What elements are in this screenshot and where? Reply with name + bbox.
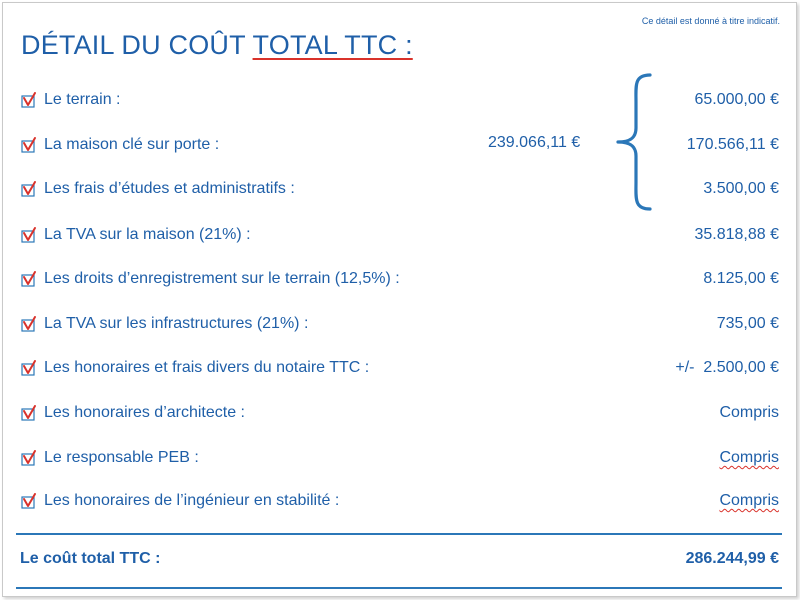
subtotal-value: 239.066,11 € bbox=[488, 134, 581, 151]
item-value: 35.818,88 € bbox=[694, 226, 779, 243]
list-item-peb bbox=[0, 447, 800, 473]
check-icon bbox=[20, 91, 38, 109]
title-prefix: DÉTAIL DU COÛT bbox=[21, 30, 253, 60]
check-icon bbox=[20, 180, 38, 198]
item-value: 735,00 € bbox=[716, 315, 779, 332]
item-label: La maison clé sur porte : bbox=[44, 136, 220, 153]
item-value: 3.500,00 € bbox=[703, 180, 779, 197]
check-icon bbox=[20, 359, 38, 377]
item-label: Les honoraires et frais divers du notaire TTC : bbox=[44, 359, 370, 376]
item-value: 170.566,11 € bbox=[686, 136, 779, 153]
check-icon bbox=[20, 226, 38, 244]
curly-brace-icon bbox=[612, 72, 656, 212]
list-item-tva-infrastructures bbox=[0, 313, 800, 339]
item-label: Les honoraires de l’ingénieur en stabilité : bbox=[44, 492, 340, 509]
item-value: +/- 2.500,00 € bbox=[675, 359, 779, 376]
check-icon bbox=[20, 315, 38, 333]
divider bbox=[16, 533, 782, 535]
check-icon bbox=[20, 449, 38, 467]
title-emphasis: TOTAL TTC : bbox=[252, 30, 413, 60]
list-item-notaire bbox=[0, 357, 800, 383]
disclaimer-note: Ce détail est donné à titre indicatif. bbox=[641, 16, 780, 26]
divider bbox=[16, 587, 782, 589]
list-item-ingenieur bbox=[0, 490, 800, 516]
item-value: Compris bbox=[719, 449, 779, 466]
check-icon bbox=[20, 492, 38, 510]
total-label: Le coût total TTC : bbox=[20, 550, 161, 567]
item-label: La TVA sur les infrastructures (21%) : bbox=[44, 315, 309, 332]
item-label: Les honoraires d’architecte : bbox=[44, 404, 245, 421]
list-item-terrain bbox=[0, 89, 800, 115]
check-icon bbox=[20, 136, 38, 154]
item-label: Les frais d’études et administratifs : bbox=[44, 180, 295, 197]
item-label: Le terrain : bbox=[44, 91, 121, 108]
list-item-architecte bbox=[0, 402, 800, 428]
total-value: 286.244,99 € bbox=[685, 550, 779, 567]
list-item-frais-etudes bbox=[0, 178, 800, 204]
check-icon bbox=[20, 270, 38, 288]
list-item-maison bbox=[0, 134, 800, 160]
item-value: 65.000,00 € bbox=[694, 91, 779, 108]
item-label: Le responsable PEB : bbox=[44, 449, 199, 466]
item-value: Compris bbox=[719, 492, 779, 509]
item-value: Compris bbox=[719, 404, 779, 421]
item-label: La TVA sur la maison (21%) : bbox=[44, 226, 251, 243]
list-item-tva-maison bbox=[0, 224, 800, 250]
check-icon bbox=[20, 404, 38, 422]
item-label: Les droits d’enregistrement sur le terrain (12,5%) : bbox=[44, 270, 400, 287]
list-item-droits-enregistrement bbox=[0, 268, 800, 294]
item-value: 8.125,00 € bbox=[703, 270, 779, 287]
